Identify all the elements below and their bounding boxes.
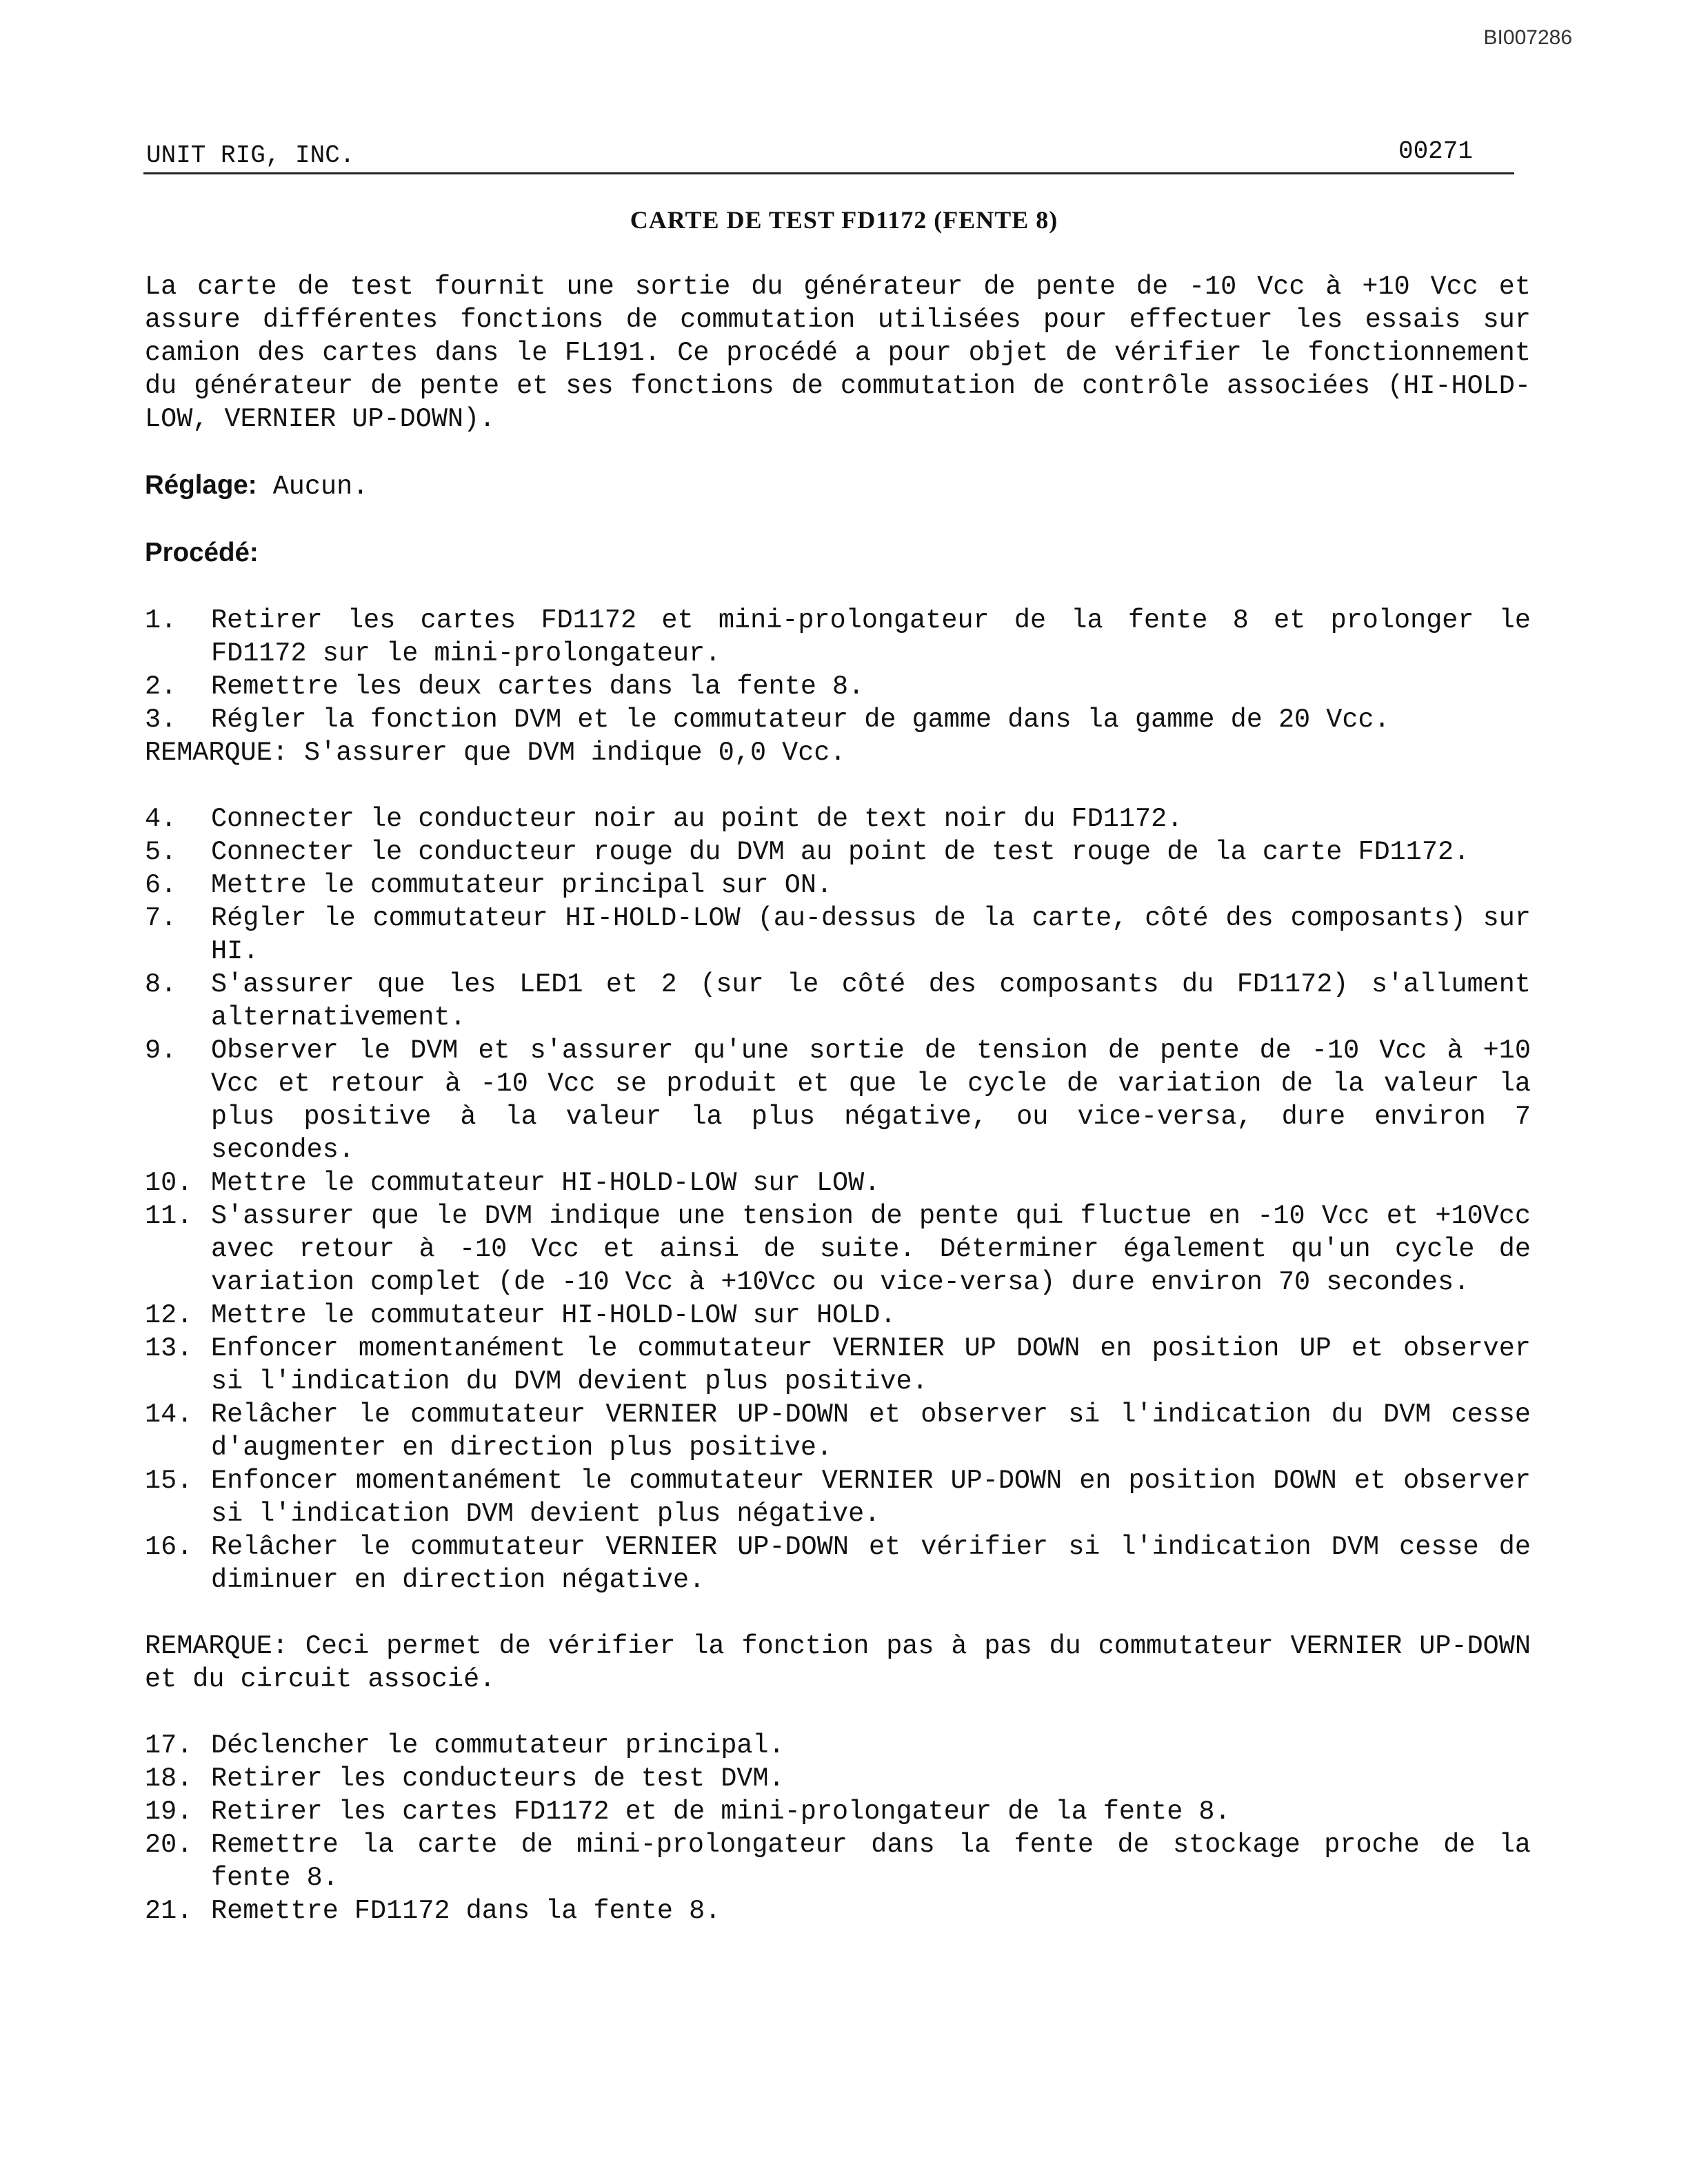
step-text: Relâcher le commutateur VERNIER UP-DOWN et vérifier si l'indication DVM cesse de diminuer en direction négative. xyxy=(211,1532,1531,1595)
document-body xyxy=(145,270,1531,1928)
step-text: Retirer les conducteurs de test DVM. xyxy=(211,1763,785,1794)
procedure-step xyxy=(145,1200,1531,1299)
procedure-step xyxy=(145,1530,1531,1597)
remark-2: REMARQUE: Ceci permet de vérifier la fonction pas à pas du commutateur VERNIER UP-DOWN et du circuit associé. xyxy=(145,1631,1531,1695)
procedure-step xyxy=(145,869,1531,902)
procedure-step xyxy=(145,1729,1531,1762)
procede-label: Procédé: xyxy=(145,538,259,567)
procedure-step xyxy=(145,604,1531,670)
step-number: 12. xyxy=(145,1300,193,1331)
steps-list-a xyxy=(145,604,1531,736)
step-number: 16. xyxy=(145,1532,193,1562)
procedure-step xyxy=(145,1299,1531,1332)
step-text: Mettre le commutateur HI-HOLD-LOW sur HOLD. xyxy=(211,1300,896,1331)
step-number: 19. xyxy=(145,1797,193,1827)
step-text: Remettre les deux cartes dans la fente 8. xyxy=(211,671,865,702)
reglage-line xyxy=(145,469,1531,503)
procedure-step xyxy=(145,1034,1531,1166)
step-number: 14. xyxy=(145,1399,193,1430)
step-text: Régler la fonction DVM et le commutateur de gamme dans la gamme de 20 Vcc. xyxy=(211,705,1390,735)
document-id: BI007286 xyxy=(1483,26,1572,49)
step-text: Connecter le conducteur noir au point de text noir du FD1172. xyxy=(211,804,1183,834)
document-title: CARTE DE TEST FD1172 (FENTE 8) xyxy=(630,206,1058,234)
step-number: 9. xyxy=(145,1035,177,1066)
step-text: Connecter le conducteur rouge du DVM au point de test rouge de la carte FD1172. xyxy=(211,837,1470,867)
step-text: Retirer les cartes FD1172 et mini-prolongateur de la fente 8 et prolonger le FD1172 sur le mini-prolongateur. xyxy=(211,605,1531,669)
step-number: 6. xyxy=(145,870,177,900)
step-number: 2. xyxy=(145,671,177,702)
procedure-step xyxy=(145,1464,1531,1530)
step-text: Mettre le commutateur HI-HOLD-LOW sur LOW. xyxy=(211,1168,881,1198)
step-number: 1. xyxy=(145,605,177,636)
procedure-step xyxy=(145,1894,1531,1928)
step-text: Remettre FD1172 dans la fente 8. xyxy=(211,1896,721,1926)
procedure-step xyxy=(145,836,1531,869)
step-number: 15. xyxy=(145,1466,193,1496)
step-number: 20. xyxy=(145,1830,193,1860)
procedure-step xyxy=(145,1828,1531,1894)
step-number: 17. xyxy=(145,1730,193,1761)
step-text: Remettre la carte de mini-prolongateur dans la fente de stockage proche de la fente 8. xyxy=(211,1830,1531,1893)
step-text: S'assurer que le DVM indique une tension de pente qui fluctue en -10 Vcc et +10Vcc avec retour à -10 Vcc et ainsi de suite. Déterminer également qu'un cycle de variation complet (de -10 Vcc à +10Vcc ou vice-versa) dure environ 70 secondes. xyxy=(211,1201,1531,1297)
steps-list-b xyxy=(145,802,1531,1597)
company-name: UNIT RIG, INC. xyxy=(146,141,355,170)
step-text: Enfoncer momentanément le commutateur VERNIER UP DOWN en position UP et observer si l'indication du DVM devient plus positive. xyxy=(211,1333,1531,1397)
procede-line xyxy=(145,536,1531,571)
step-text: Déclencher le commutateur principal. xyxy=(211,1730,785,1761)
step-number: 7. xyxy=(145,903,177,933)
step-number: 3. xyxy=(145,705,177,735)
step-text: Relâcher le commutateur VERNIER UP-DOWN et observer si l'indication du DVM cesse d'augmenter en direction plus positive. xyxy=(211,1399,1531,1463)
step-text: Enfoncer momentanément le commutateur VERNIER UP-DOWN en position DOWN et observer si l'indication DVM devient plus négative. xyxy=(211,1466,1531,1529)
step-text: Retirer les cartes FD1172 et de mini-prolongateur de la fente 8. xyxy=(211,1797,1231,1827)
procedure-step xyxy=(145,670,1531,703)
page-number: 00271 xyxy=(1398,137,1473,165)
step-number: 13. xyxy=(145,1333,193,1364)
step-text: S'assurer que les LED1 et 2 (sur le côté des composants du FD1172) s'allument alternativement. xyxy=(211,969,1531,1033)
step-number: 5. xyxy=(145,837,177,867)
reglage-value: Aucun. xyxy=(272,472,369,502)
steps-list-c xyxy=(145,1729,1531,1928)
procedure-step xyxy=(145,1762,1531,1795)
step-number: 8. xyxy=(145,969,177,1000)
procedure-step xyxy=(145,968,1531,1034)
procedure-step xyxy=(145,802,1531,836)
procedure-step xyxy=(145,703,1531,736)
remark-1: REMARQUE: S'assurer que DVM indique 0,0 Vcc. xyxy=(145,738,846,768)
step-text: Observer le DVM et s'assurer qu'une sortie de tension de pente de -10 Vcc à +10 Vcc et retour à -10 Vcc se produit et que le cycle de variation de la valeur la plus positive à la valeur la plus négative, ou vice-versa, dure environ 7 secondes. xyxy=(211,1035,1531,1165)
step-number: 4. xyxy=(145,804,177,834)
step-text: Mettre le commutateur principal sur ON. xyxy=(211,870,833,900)
step-number: 18. xyxy=(145,1763,193,1794)
page-header xyxy=(143,130,1514,174)
step-number: 11. xyxy=(145,1201,193,1231)
step-text: Régler le commutateur HI-HOLD-LOW (au-dessus de la carte, côté des composants) sur HI. xyxy=(211,903,1531,967)
procedure-step xyxy=(145,1166,1531,1200)
intro-paragraph: La carte de test fournit une sortie du générateur de pente de -10 Vcc à +10 Vcc et assure différentes fonctions de commutation utilisées pour effectuer les essais sur camion des cartes dans le FL191. Ce procédé a pour objet de vérifier le fonctionnement du générateur de pente et ses fonctions de commutation de contrôle associées (HI-HOLD-LOW, VERNIER UP-DOWN). xyxy=(145,272,1531,434)
procedure-step xyxy=(145,1332,1531,1398)
procedure-step xyxy=(145,902,1531,968)
procedure-step xyxy=(145,1795,1531,1828)
procedure-step xyxy=(145,1398,1531,1464)
step-number: 10. xyxy=(145,1168,193,1198)
step-number: 21. xyxy=(145,1896,193,1926)
reglage-label: Réglage: xyxy=(145,470,257,500)
